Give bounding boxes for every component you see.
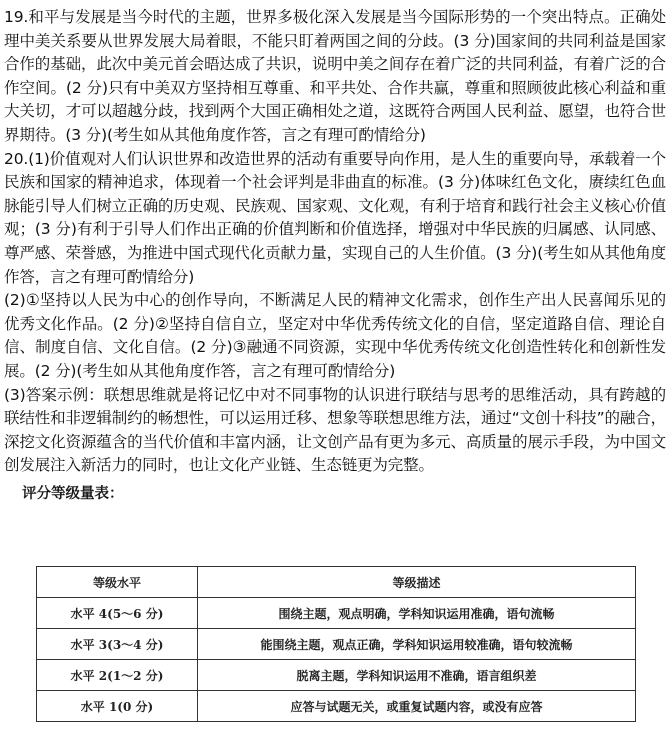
question-20-part3-answer: (3)答案示例：联想思维就是将记忆中对不同事物的认识进行联结与思考的思维活动，具有跨越的联结性和非逻辑制约的畅想性，可以运用迁移、想象等联想思维方法，通过“文创十科技”的融合，深挖文化资源蕴含的当代价值和丰富内涵，让文创产品有更为多元、高质量的展示手段，为中国文创发展注入新活力的同时，也让文化产业链、生态链更为完整。 bbox=[4, 385, 666, 475]
rubric-row bbox=[37, 691, 636, 722]
rubric-desc: 应答与试题无关，或重复试题内容，或没有应答 bbox=[198, 691, 636, 722]
rubric-level: 水平 1(0 分) bbox=[37, 691, 198, 722]
question-19-answer: 19.和平与发展是当今时代的主题，世界多极化深入发展是当今国际形势的一个突出特点。正确处理中美关系要从世界发展大局着眼，不能只盯着两国之间的分歧。(3 分)国家间的共同利益是国家合作的基础，此次中美元首会晤达成了共识，说明中美之间存在着广泛的共同利益，有着广泛的合作空间。(2 分)只有中美双方坚持相互尊重、和平共处、合作共赢，尊重和照顾彼此核心利益和重大关切，才可以超越分歧，找到两个大国正确相处之道，这既符合两国人民利益、愿望，也符合世界期待。(3 分)(考生如从其他角度作答，言之有理可酌情给分) bbox=[4, 8, 666, 144]
rubric-desc: 围绕主题，观点明确，学科知识运用准确，语句流畅 bbox=[198, 598, 636, 629]
rubric-level: 水平 2(1～2 分) bbox=[37, 660, 198, 691]
rubric-desc: 能围绕主题，观点正确，学科知识运用较准确，语句较流畅 bbox=[198, 629, 636, 660]
rubric-level: 水平 3(3～4 分) bbox=[37, 629, 198, 660]
rubric-title: 评分等级量表： bbox=[22, 485, 124, 502]
rubric-row bbox=[37, 598, 636, 629]
question-20-part2-answer: (2)①坚持以人民为中心的创作导向，不断满足人民的精神文化需求，创作生产出人民喜闻乐见的优秀文化作品。(2 分)②坚持自信自立，坚定对中华优秀传统文化的自信，坚定道路自信、理论自信、制度自信、文化自信。(2 分)③融通不同资源，实现中华优秀传统文化创造性转化和创新性发展。(2 分)(考生如从其他角度作答，言之有理可酌情给分) bbox=[4, 291, 666, 380]
rubric-header-row bbox=[37, 567, 636, 598]
rubric-desc: 脱离主题，学科知识运用不准确，语言组织差 bbox=[198, 660, 636, 691]
rubric-header-level: 等级水平 bbox=[37, 567, 198, 598]
rubric-header-desc: 等级描述 bbox=[198, 567, 636, 598]
rubric-row bbox=[37, 629, 636, 660]
rubric-table bbox=[36, 566, 636, 722]
rubric-row bbox=[37, 660, 636, 691]
question-20-part1-answer: 20.(1)价值观对人们认识世界和改造世界的活动有重要导向作用，是人生的重要向导，承载着一个民族和国家的精神追求，体现着一个社会评判是非曲直的标准。(3 分)体味红色文化，赓续红色血脉能引导人们树立正确的历史观、民族观、国家观、文化观，有利于培育和践行社会主义核心价值观；(3 分)有利于引导人们作出正确的价值判断和价值选择，增强对中华民族的归属感、认同感、尊严感、荣誉感，为推进中国式现代化贡献力量，实现自己的人生价值。(3 分)(考生如从其他角度作答，言之有理可酌情给分) bbox=[4, 149, 666, 286]
rubric-level: 水平 4(5～6 分) bbox=[37, 598, 198, 629]
